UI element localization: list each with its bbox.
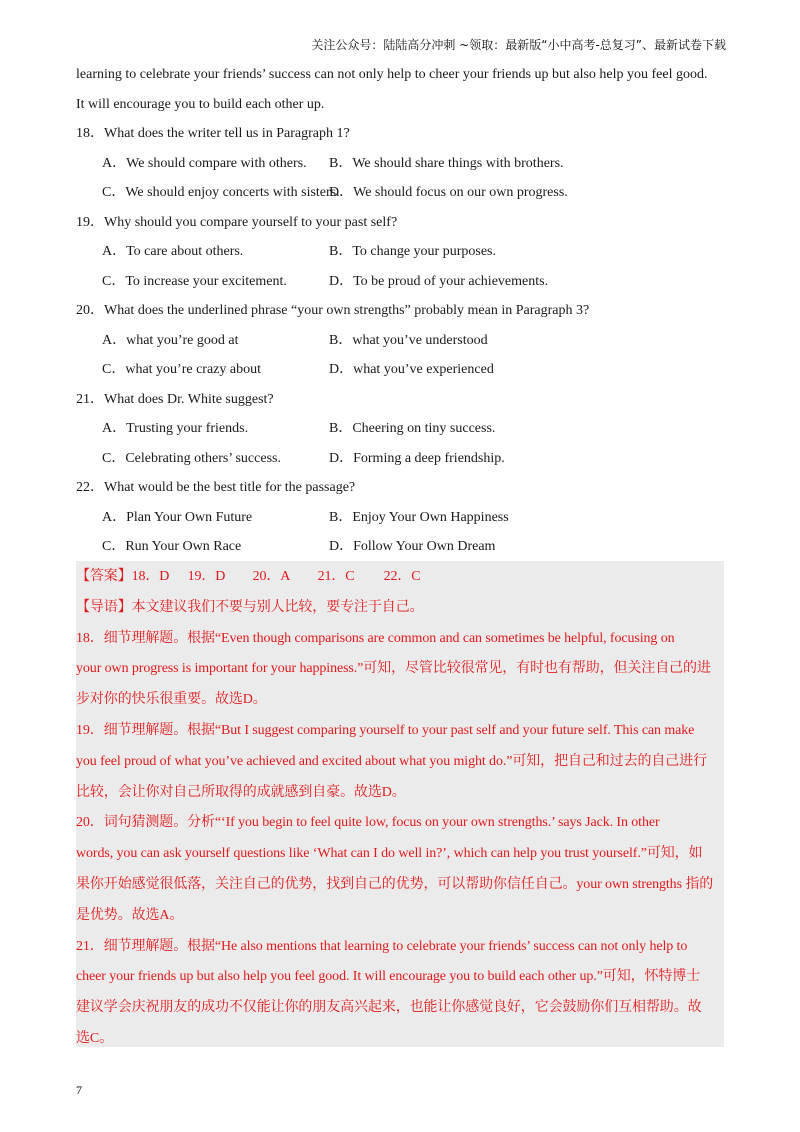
option-d: D．Follow Your Own Dream [329,539,496,554]
explanation-line: 选C。 [76,1030,114,1046]
option-a: A．Plan Your Own Future [102,509,253,525]
answer-item: 21．C [317,569,355,584]
question-stem: 19．Why should you compare yourself to your past self? [76,214,398,230]
explanation-line: 步对你的快乐很重要。故选D。 [76,692,267,708]
option-a: A．To care about others. [102,244,244,259]
explanation-line: cheer your friends up but also help you feel good. It will encourage you to build each other up.”可知，怀特博士 [76,969,701,985]
explanation-line: you feel proud of what you’ve achieved and excited about what you might do.”可知，把自己和过去的自己进行 [76,753,707,769]
answer-item: 22．C [383,569,421,584]
option-b: B．To change your purposes. [329,244,496,259]
page-number: 7 [76,1083,82,1097]
answer-label: 【答案】 [76,569,132,584]
explanation-line: 21．细节理解题。根据“He also mentions that learning to celebrate your friends’ success can not only help to [76,938,688,954]
answer-box [76,561,724,1047]
option-a: A．We should compare with others. [102,155,307,171]
explanation-line: 19．细节理解题。根据“But I suggest comparing yourself to your past self and your future self. This can make [76,722,695,738]
option-d: D．Forming a deep friendship. [329,450,505,466]
question-20 [76,296,726,385]
passage-line: It will encourage you to build each other up. [76,96,325,112]
question-stem: 20．What does the underlined phrase “your own strengths” probably mean in Paragraph 3? [76,303,590,318]
question-19 [76,208,726,297]
question-21 [76,385,726,474]
option-b: B．what you’ve understood [329,332,488,348]
option-b: B．Enjoy Your Own Happiness [329,509,509,525]
option-b: B．Cheering on tiny success. [329,421,496,436]
guide-text: 【导语】本文建议我们不要与别人比较，要专注于自己。 [76,599,424,615]
question-section [76,60,726,562]
question-stem: 21．What does Dr. White suggest? [76,391,274,407]
option-d: D．We should focus on our own progress. [329,185,568,200]
option-c: C．To increase your excitement. [102,273,287,289]
question-stem: 22．What would be the best title for the passage? [76,480,356,495]
answer-item: 19．D [187,569,226,584]
explanation-line: 建议学会庆祝朋友的成功不仅能让你的朋友高兴起来，也能让你感觉良好，它会鼓励你们互相帮助。故 [76,1000,702,1016]
answer-key [76,562,724,593]
explanation-line: your own progress is important for your happiness.”可知，尽管比较很常见，有时也有帮助，但关注自己的进 [76,661,711,677]
option-c: C．what you’re crazy about [102,362,261,377]
option-c: C．Run Your Own Race [102,539,242,554]
explanation-line: 果你开始感觉很低落，关注自己的优势，找到自己的优势，可以帮助你信任自己。your own strengths 指的 [76,876,714,892]
passage-line: learning to celebrate your friends’ success can not only help to cheer your friends up but also help you feel good. [76,67,708,82]
answer-item: 20．A [252,569,291,584]
explanation-line: 是优势。故选A。 [76,907,184,923]
option-a: A．Trusting your friends. [102,421,249,436]
option-c: C．We should enjoy concerts with sisters. [102,185,340,200]
option-d: D．what you’ve experienced [329,362,494,377]
option-b: B．We should share things with brothers. [329,155,564,171]
page-header: 关注公众号：陆陆高分冲刺 ~领取：最新版“小中高考-总复习”、最新试卷下载 [311,38,726,52]
question-18 [76,119,726,208]
explanation-line: 20．词句猜测题。分析“‘If you begin to feel quite low, focus on your own strengths.’ says Jack. In other [76,815,660,831]
explanation-line: words, you can ask yourself questions like ‘What can I do well in?’, which can help you trust yourself.”可知，如 [76,846,703,862]
question-22 [76,473,726,562]
option-d: D．To be proud of your achievements. [329,273,549,289]
answer-item: 18．D [131,569,170,584]
explanation-line: 比较，会让你对自己所取得的成就感到自豪。故选D。 [76,784,406,800]
option-c: C．Celebrating others’ success. [102,450,281,466]
explanation-line: 18．细节理解题。根据“Even though comparisons are common and can sometimes be helpful, focusing on [76,630,675,646]
question-stem: 18．What does the writer tell us in Paragraph 1? [76,126,350,141]
option-a: A．what you’re good at [102,332,239,348]
